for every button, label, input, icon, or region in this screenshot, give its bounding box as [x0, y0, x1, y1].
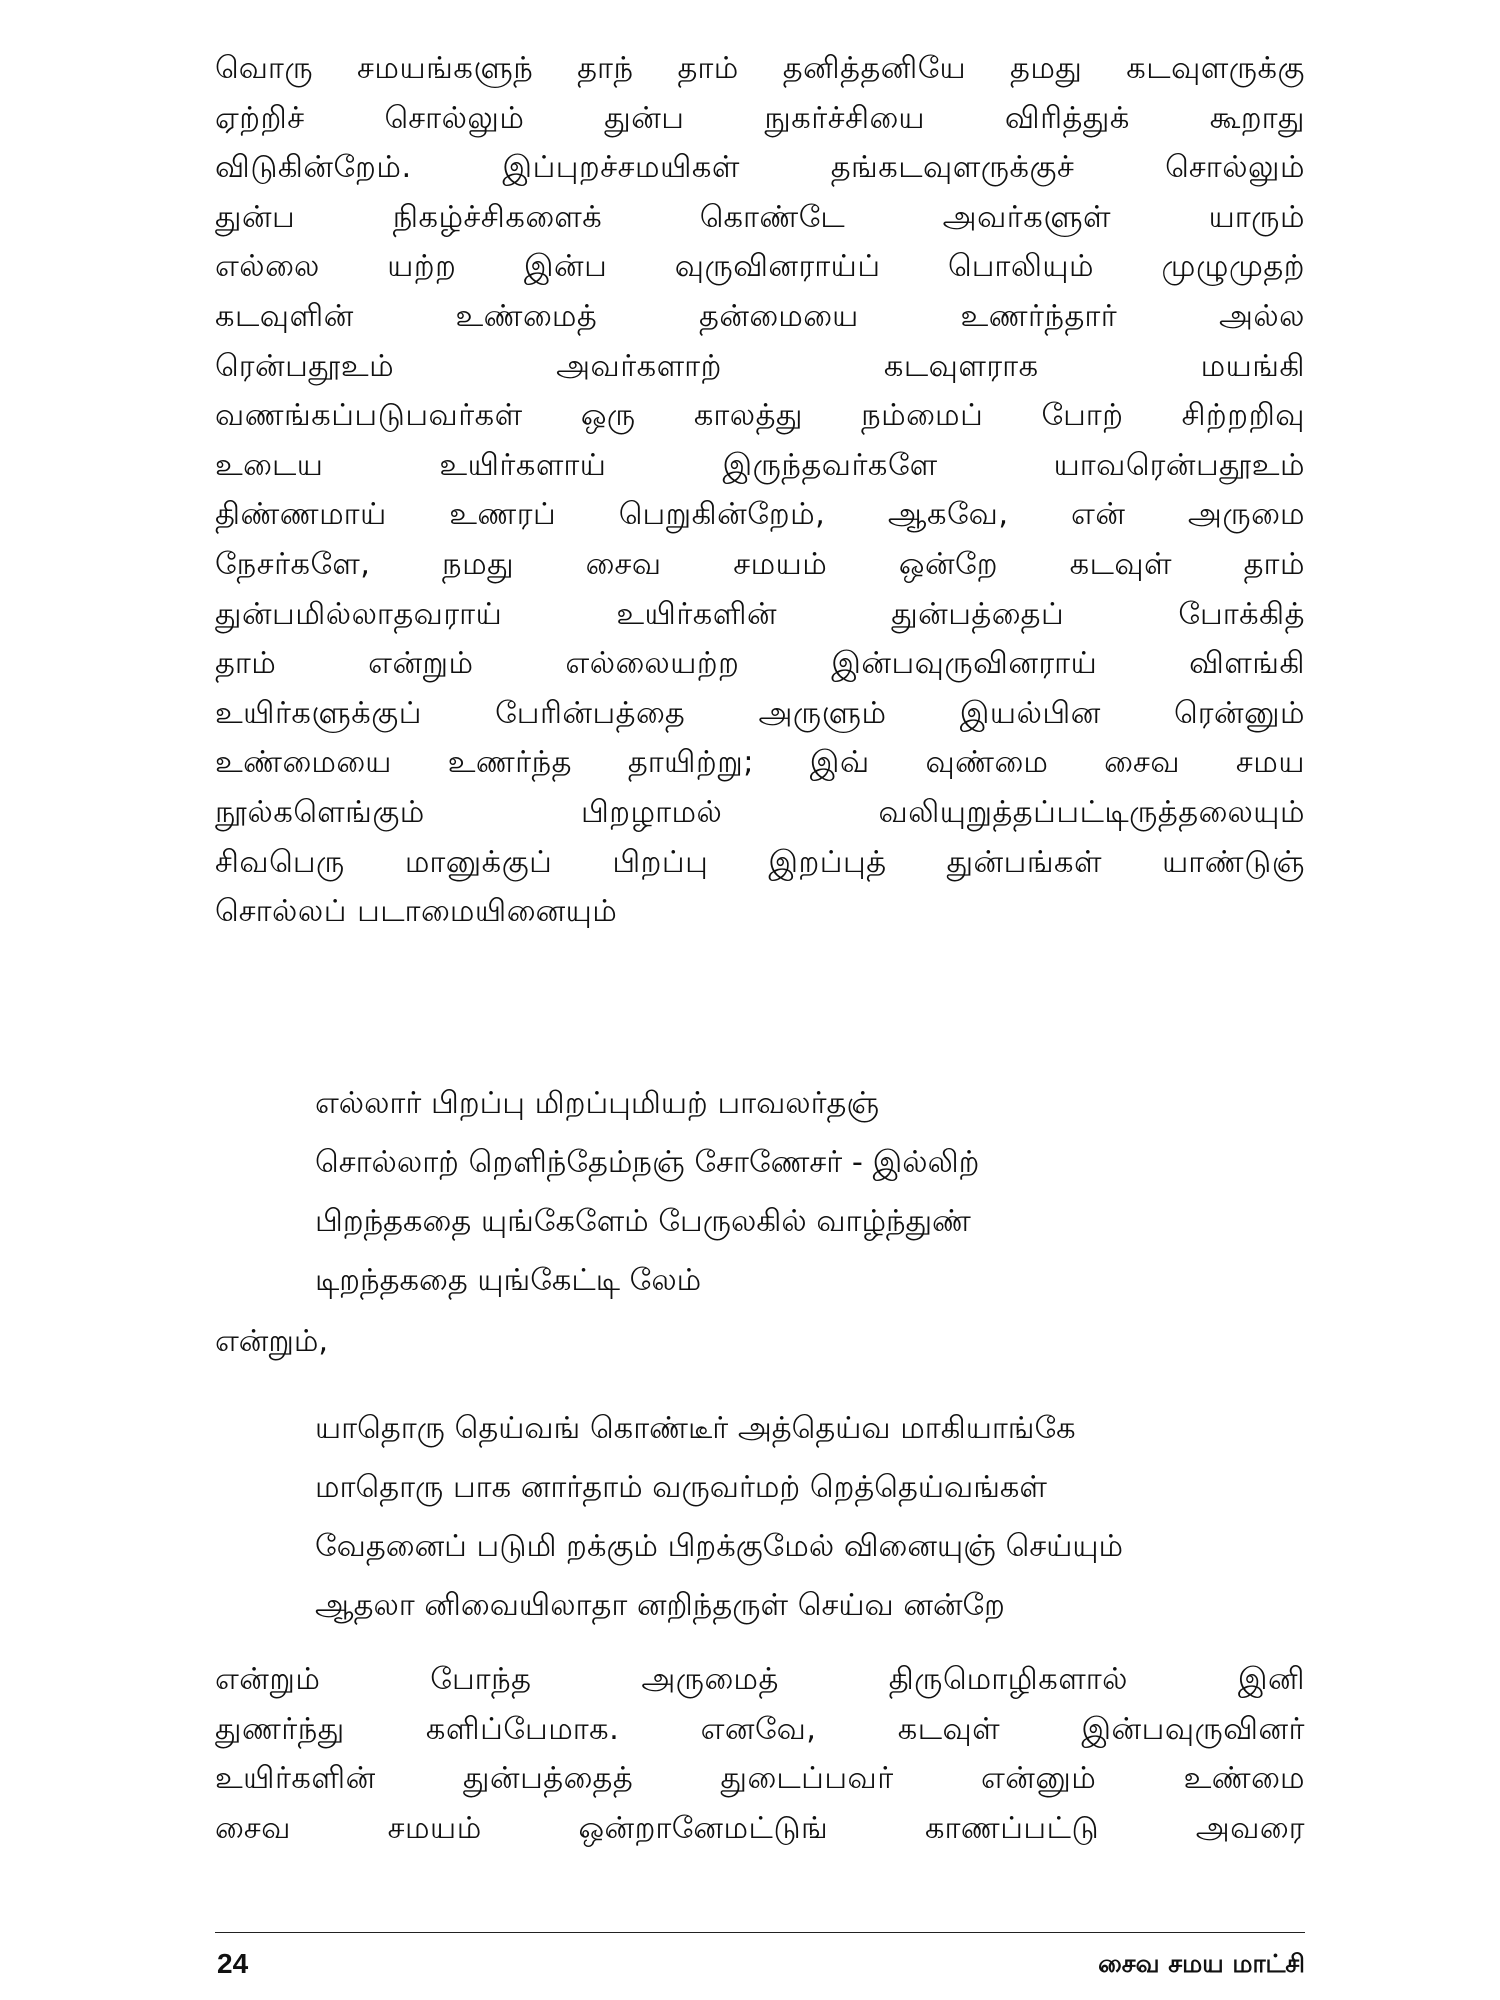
text-line: கடவுளின் உண்மைத் தன்மையை உணர்ந்தார் அல்ல: [215, 298, 1305, 334]
text-line: திண்ணமாய் உணரப் பெறுகின்றேம், ஆகவே, என் அருமை: [215, 497, 1305, 533]
verse-line: டிறந்தகதை யுங்கேட்டி லேம்: [315, 1263, 702, 1298]
verse-block-2: [315, 1399, 1315, 1635]
text-line: சிவபெரு மானுக்குப் பிறப்பு இறப்புத் துன்பங்கள் யாண்டுஞ்: [215, 844, 1305, 880]
text-line: சொல்லப் படாமையினையும்: [215, 894, 618, 930]
paragraph-2: [215, 1655, 1305, 1853]
text-line: நேசர்களே, நமது சைவ சமயம் ஒன்றே கடவுள் தாம்: [215, 546, 1305, 582]
verse-line: எல்லார் பிறப்பு மிறப்புமியற் பாவலர்தஞ்: [315, 1086, 880, 1121]
verse-block-1: [315, 1074, 1315, 1310]
text-line: துன்ப நிகழ்ச்சிகளைக் கொண்டே அவர்களுள் யாரும்: [215, 199, 1305, 235]
paragraph-1: [215, 44, 1305, 937]
verse-line: ஆதலா னிவையிலாதா னறிந்தருள் செய்வ னன்றே: [315, 1588, 1005, 1623]
text-line: எல்லை யற்ற இன்ப வுருவினராய்ப் பொலியும் முழுமுதற்: [215, 249, 1305, 285]
text-line: உயிர்களின் துன்பத்தைத் துடைப்பவர் என்னும் உண்மை: [215, 1761, 1305, 1797]
page-number: 24: [217, 1948, 249, 1979]
verse-line: சொல்லாற் றெளிந்தேம்நஞ் சோணேசர் - இல்லிற்: [315, 1145, 980, 1180]
text-line: துணர்ந்து களிப்பேமாக. எனவே, கடவுள் இன்பவுருவினர்: [215, 1711, 1305, 1747]
verse-line: யாதொரு தெய்வங் கொண்டீர் அத்தெய்வ மாகியாங்கே: [315, 1411, 1076, 1446]
text-line: என்றும் போந்த அருமைத் திருமொழிகளால் இனி: [215, 1662, 1305, 1697]
text-line: தாம் என்றும் எல்லையற்ற இன்பவுருவினராய் விளங்கி: [215, 646, 1305, 682]
text-line: உயிர்களுக்குப் பேரின்பத்தை அருளும் இயல்பின ரென்னும்: [215, 695, 1305, 731]
text-line: உடைய உயிர்களாய் இருந்தவர்களே யாவரென்பதூஉம்: [215, 447, 1305, 483]
text-line: வணங்கப்படுபவர்கள் ஒரு காலத்து நம்மைப் போற் சிற்றறிவு: [215, 398, 1305, 434]
text-line: உண்மையை உணர்ந்த தாயிற்று; இவ் வுண்மை சைவ சமய: [215, 745, 1305, 781]
text-line: வொரு சமயங்களுந் தாந் தாம் தனித்தனியே தமது கடவுளருக்கு: [215, 51, 1305, 86]
text-line: ரென்பதூஉம் அவர்களாற் கடவுளராக மயங்கி: [215, 348, 1305, 384]
text-line: நூல்களெங்கும் பிறழாமல் வலியுறுத்தப்பட்டிருத்தலையும்: [215, 794, 1305, 830]
footer-rule: [215, 1932, 1305, 1933]
text-line: விடுகின்றேம். இப்புறச்சமயிகள் தங்கடவுளருக்குச் சொல்லும்: [215, 150, 1305, 186]
text-line: சைவ சமயம் ஒன்றானேமட்டுங் காணப்பட்டு அவரை: [215, 1810, 1305, 1846]
text-line: ஏற்றிச் சொல்லும் துன்ப நுகர்ச்சியை விரித்துக் கூறாது: [215, 100, 1305, 136]
text-line: துன்பமில்லாதவராய் உயிர்களின் துன்பத்தைப் போக்கித்: [215, 596, 1305, 632]
verse-line: வேதனைப் படுமி றக்கும் பிறக்குமேல் வினையுஞ் செய்யும்: [315, 1529, 1124, 1564]
connector-text: என்றும்,: [215, 1324, 329, 1359]
verse-line: மாதொரு பாக னார்தாம் வருவர்மற் றெத்தெய்வங்கள்: [315, 1470, 1047, 1505]
verse-line: பிறந்தகதை யுங்கேளேம் பேருலகில் வாழ்ந்துண்: [315, 1204, 971, 1239]
running-title: சைவ சமய மாட்சி: [1098, 1949, 1305, 1978]
